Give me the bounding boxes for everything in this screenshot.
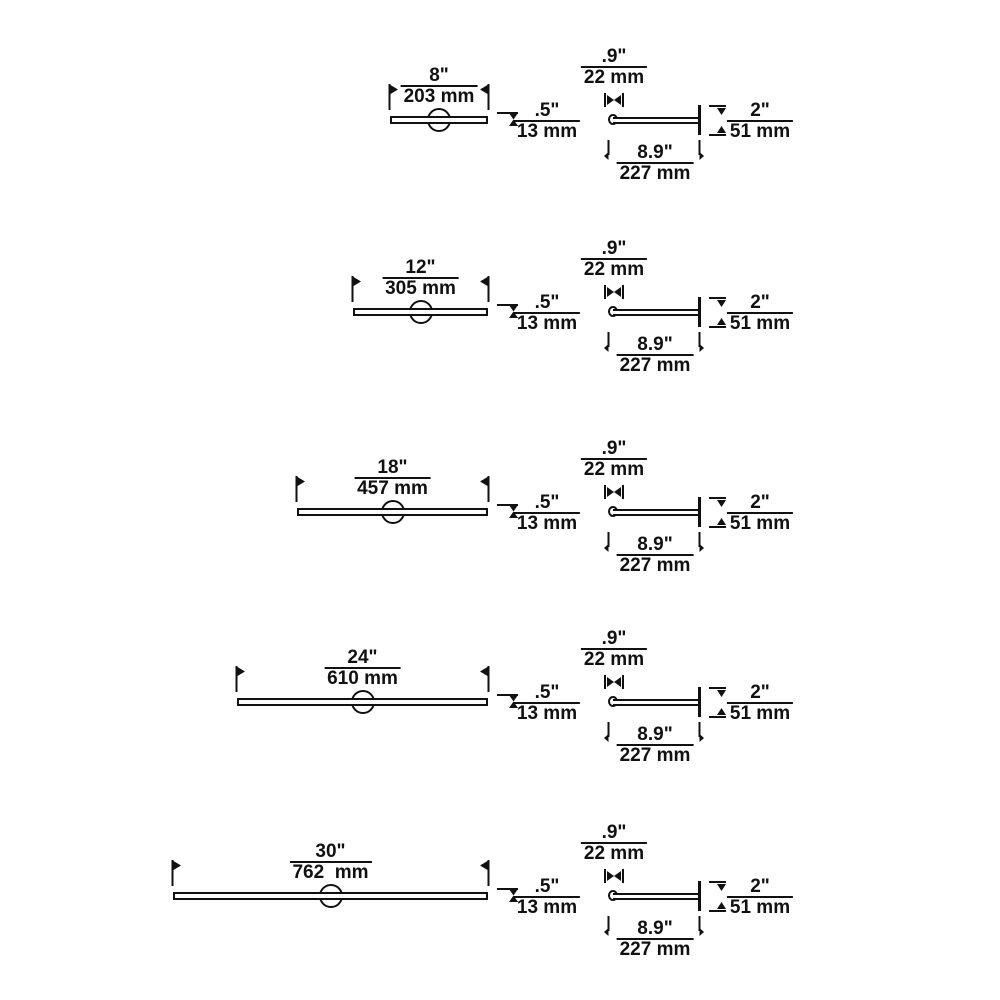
width-dim-arrow-right-icon (480, 476, 490, 502)
width-dim-arrow-right-icon (480, 276, 490, 302)
tip-inches-text: .9" (601, 238, 627, 259)
tip-dimension-label (581, 630, 647, 668)
thickness-mm-text: 13 mm (514, 512, 580, 532)
fixture-arm-side (613, 699, 700, 706)
depth-dim-tick-left-icon (604, 140, 613, 161)
plate-height-mm-text: 51 mm (727, 512, 793, 532)
depth-dim-tick-left-icon (604, 532, 613, 553)
depth-inches-text: 8.9" (637, 142, 673, 163)
width-inches-text: 8" (429, 65, 449, 86)
depth-mm-text: 227 mm (617, 162, 694, 182)
tip-mm-text: 22 mm (581, 258, 647, 278)
width-dim-arrow-right-icon (480, 860, 490, 886)
depth-dim-tick-left-icon (604, 722, 613, 743)
plate-height-arrow-bottom-icon (709, 901, 727, 912)
fixture-row (0, 622, 1000, 782)
depth-dim-tick-right-icon (695, 140, 704, 161)
depth-dim-tick-left-icon (604, 916, 613, 937)
thickness-dimension-label (514, 294, 580, 332)
plate-height-arrow-top-icon (709, 297, 727, 308)
tip-dimension-label (581, 440, 647, 478)
thickness-mm-text: 13 mm (514, 896, 580, 916)
thickness-inches-text: .5" (534, 292, 560, 313)
fixture-arm-side (613, 117, 700, 124)
depth-inches-text: 8.9" (637, 334, 673, 355)
plate-height-arrow-top-icon (709, 105, 727, 116)
plate-height-inches-text: 2" (750, 682, 770, 703)
tip-dimension-label (581, 240, 647, 278)
plate-height-dimension-label (727, 684, 793, 722)
width-dimension-label (289, 843, 371, 881)
fixture-bar-front (173, 892, 488, 900)
depth-dimension-label (617, 726, 694, 764)
plate-height-dimension-label (727, 294, 793, 332)
plate-height-mm-text: 51 mm (727, 312, 793, 332)
plate-height-inches-text: 2" (750, 876, 770, 897)
tip-inches-text: .9" (601, 46, 627, 67)
width-dim-arrow-left-icon (388, 84, 398, 110)
tip-dimension-label (581, 824, 647, 862)
tip-dim-arrows-icon (604, 675, 624, 689)
wall-plate (698, 105, 701, 135)
plate-height-dimension-label (727, 494, 793, 532)
tip-mm-text: 22 mm (581, 458, 647, 478)
tip-dim-arrows-icon (604, 869, 624, 883)
plate-height-dimension-label (727, 878, 793, 916)
plate-height-arrow-top-icon (709, 497, 727, 508)
depth-dimension-label (617, 336, 694, 374)
thickness-inches-text: .5" (534, 100, 560, 121)
depth-mm-text: 227 mm (617, 554, 694, 574)
depth-inches-text: 8.9" (637, 534, 673, 555)
width-dimension-label (382, 259, 459, 297)
depth-dimension-label (617, 536, 694, 574)
width-mm-text: 305 mm (382, 277, 459, 297)
tip-inches-text: .9" (601, 628, 627, 649)
depth-mm-text: 227 mm (617, 744, 694, 764)
wall-plate (698, 497, 701, 527)
depth-dim-tick-right-icon (695, 916, 704, 937)
width-dimension-label (354, 459, 431, 497)
tip-mm-text: 22 mm (581, 842, 647, 862)
width-dim-arrow-right-icon (480, 666, 490, 692)
thickness-dimension-label (514, 102, 580, 140)
thickness-dimension-label (514, 684, 580, 722)
width-inches-text: 24" (347, 647, 378, 668)
wall-plate (698, 297, 701, 327)
depth-dim-tick-right-icon (695, 722, 704, 743)
plate-height-inches-text: 2" (750, 100, 770, 121)
depth-mm-text: 227 mm (617, 938, 694, 958)
depth-dimension-label (617, 920, 694, 958)
depth-dim-tick-right-icon (695, 532, 704, 553)
wall-plate (698, 881, 701, 911)
tip-mm-text: 22 mm (581, 66, 647, 86)
tip-dim-arrows-icon (604, 485, 624, 499)
fixture-arm-side (613, 893, 700, 900)
width-mm-text: 762 mm (289, 861, 371, 881)
width-inches-text: 12" (405, 257, 436, 278)
plate-height-arrow-top-icon (709, 881, 727, 892)
plate-height-inches-text: 2" (750, 292, 770, 313)
width-inches-text: 18" (377, 457, 408, 478)
thickness-inches-text: .5" (534, 682, 560, 703)
plate-height-arrow-bottom-icon (709, 317, 727, 328)
plate-height-arrow-bottom-icon (709, 517, 727, 528)
plate-height-mm-text: 51 mm (727, 120, 793, 140)
plate-height-arrow-top-icon (709, 687, 727, 698)
fixture-bar-front (353, 308, 488, 316)
width-mm-text: 457 mm (354, 477, 431, 497)
plate-height-mm-text: 51 mm (727, 702, 793, 722)
depth-mm-text: 227 mm (617, 354, 694, 374)
thickness-inches-text: .5" (534, 876, 560, 897)
wall-plate (698, 687, 701, 717)
width-mm-text: 610 mm (324, 667, 401, 687)
thickness-mm-text: 13 mm (514, 120, 580, 140)
width-dimension-label (401, 67, 478, 105)
fixture-row (0, 232, 1000, 392)
width-dim-arrow-left-icon (171, 860, 181, 886)
tip-dim-arrows-icon (604, 285, 624, 299)
depth-inches-text: 8.9" (637, 724, 673, 745)
thickness-mm-text: 13 mm (514, 702, 580, 722)
width-inches-text: 30" (315, 841, 346, 862)
width-dim-arrow-left-icon (295, 476, 305, 502)
width-dimension-label (324, 649, 401, 687)
thickness-mm-text: 13 mm (514, 312, 580, 332)
tip-dimension-label (581, 48, 647, 86)
width-dim-arrow-left-icon (351, 276, 361, 302)
tip-mm-text: 22 mm (581, 648, 647, 668)
plate-height-arrow-bottom-icon (709, 125, 727, 136)
depth-dimension-label (617, 144, 694, 182)
depth-dim-tick-right-icon (695, 332, 704, 353)
thickness-dimension-label (514, 878, 580, 916)
width-dim-arrow-right-icon (480, 84, 490, 110)
fixture-row (0, 816, 1000, 976)
thickness-inches-text: .5" (534, 492, 560, 513)
fixture-bar-front (390, 116, 488, 124)
width-mm-text: 203 mm (401, 85, 478, 105)
fixture-row (0, 40, 1000, 200)
thickness-dimension-label (514, 494, 580, 532)
fixture-arm-side (613, 509, 700, 516)
fixture-bar-front (297, 508, 488, 516)
fixture-bar-front (237, 698, 488, 706)
tip-inches-text: .9" (601, 822, 627, 843)
fixture-arm-side (613, 309, 700, 316)
tip-inches-text: .9" (601, 438, 627, 459)
tip-dim-arrows-icon (604, 93, 624, 107)
plate-height-arrow-bottom-icon (709, 707, 727, 718)
plate-height-mm-text: 51 mm (727, 896, 793, 916)
fixture-row (0, 432, 1000, 592)
plate-height-inches-text: 2" (750, 492, 770, 513)
width-dim-arrow-left-icon (235, 666, 245, 692)
depth-dim-tick-left-icon (604, 332, 613, 353)
plate-height-dimension-label (727, 102, 793, 140)
depth-inches-text: 8.9" (637, 918, 673, 939)
